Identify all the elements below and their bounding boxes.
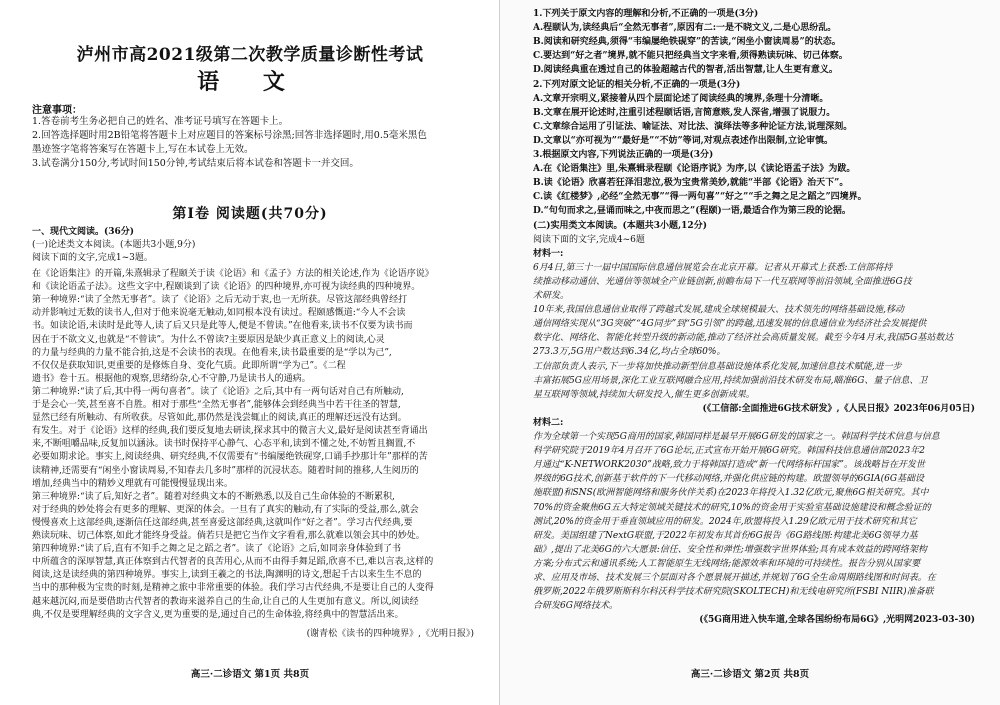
- right-footer: 高三·二诊语文 第2页 共8页: [690, 669, 810, 680]
- content-line: 2.下列对原文论证的相关分析,不正确的一项是(3分): [533, 79, 741, 90]
- article-line: 在《论语集注》的开篇,朱熹辑录了程颐关于读《论语》和《孟子》方法的相关论述,作为《论语序说》: [32, 269, 434, 279]
- exam-title: 泸州市高2021级第二次教学质量诊断性考试: [76, 45, 424, 65]
- content-line: 测试,20%的资金用于垂直领域应用的研发。2024年,欧盟将投入1.29亿欧元用于技术研究和其它: [533, 516, 917, 527]
- article-line: 遗书》卷十五。根据他的观察,思绪纷杂,心不守静,乃是读书人的通病。: [32, 373, 311, 384]
- article-line: 不仅仅是获取知识,更重要的是修炼自身、变化气质。此即所谓“学为己”。《二程: [32, 360, 346, 371]
- article-line: 第四种境界:“读了后,直有不知手之舞之足之蹈之者”。读了《论语》之后,如同亲身体验到了书: [32, 544, 401, 555]
- content-line: 础》,提出了北美6G的六大愿景:信任、安全性和弹性;增强数字世界体验;具有成本效益的跨网络架构: [533, 544, 927, 555]
- content-line: 70%的资金聚焦6G五大特定领域关键技术的研究,10%的资金用于实验室基础设施建设和概念验证的: [533, 502, 931, 513]
- content-line: 求、应用及市场、技术发展三个层面对各个愿景展开描述,并规划了6G全生命周期路线图和时间表。在: [533, 573, 936, 583]
- content-line: 1.下列关于原文内容的理解和分析,不正确的一项是(3分): [533, 9, 759, 19]
- article-line: 必要如期求论。事实上,阅读经典、研究经典,不仅需要有“书编屡绝铁砚穿,口诵手抄那计年”那样的苦: [32, 452, 428, 463]
- article-line: 读精神,还需要有“闲坐小窗读周易,不知春去几多时”那样的沉浸状态。随着时间的推移,人生阅历的: [32, 465, 419, 476]
- instruction: 阅读下面的文字,完成1~3题。: [32, 253, 153, 263]
- content-line: A.程颐认为,读经典后“全然无事者”,原因有二:一是不晓文义,二是心思纷乱。: [533, 23, 837, 34]
- content-line: 6月4日,第三十一届中国国际信息通信展览会在北京开幕。记者从开幕式上获悉:工信部将持: [533, 262, 893, 273]
- right-page: [500, 0, 1000, 705]
- sub-heading: (一)论述类文本阅读。(本题共3小题,9分): [32, 240, 196, 250]
- left-citation: (谢青松《读书的四种境界》,《光明日报》): [306, 629, 474, 639]
- article-line: 来,不断咀嚼品味,反复加以涵泳。读书时保持平心静气、心态平和,读到不懂之处,不妨暂且搁置,不: [32, 439, 416, 450]
- article-line: 因在于不欲文义,也就是“不曾读”。为什么不曾读?主要原因是缺少真正意义上的阅读,心灵: [32, 334, 385, 345]
- section-title: 第Ⅰ卷 阅读题(共70分): [172, 206, 328, 222]
- article-line: 慢慢喜欢上这部经典,逐渐信任这部经典,甚至喜爱这部经典,这就叫作“好之者”。学习古代经典,要: [32, 517, 413, 528]
- source-citation: (《5G商用进入快车道,全球各国纷纷布局6G》,光明网2023-03-30): [699, 615, 975, 626]
- content-line: 通信网络实现从“3G突破”“4G同步”到“5G引领”的跨越,迅速发展的信息通信业为经济社会发展提供: [533, 319, 927, 330]
- content-line: 3.根据原文内容,下列说法正确的一项是(3分): [533, 150, 714, 160]
- content-line: 续推动移动通信、光通信等领域全产业链创新,前瞻布局下一代互联网等前沿领域,全面推进6G技: [533, 276, 912, 287]
- subject-title: 语 文: [197, 69, 303, 95]
- article-line: 第一种境界:“读了全然无事者”。读了《论语》之后无动于衷,也一无所获。尽管这部经典曾经打: [32, 295, 408, 306]
- article-line: 第二种境界:“读了后,其中得一两句喜者”。读了《论语》之后,其中有一两句话对自己有所触动,: [32, 386, 404, 397]
- content-line: 丰富拓展5G应用场景,深化工业互联网融合应用,持续加强前沿技术研发布局,瞄准6G、量子信息、卫: [533, 375, 928, 386]
- content-line: 研发。美国组建了NextG联盟,于2022年初发布其首份6G报告《6G路线图:构建北美6G领导力基: [533, 530, 918, 541]
- article-line: 当中的那种极为宝贵的时刻,是精神之旅中非常重要的体验。我们学习古代经典,不是要让自己的人变得: [32, 583, 434, 594]
- article-line: 的力量与经典的力量不能合拍,这是不会读书的表现。在他看来,读书最重要的是“学以为己”,: [32, 347, 392, 358]
- content-line: 界级的6G技术,创新基于软件的下一代移动网络,并强化供应链的构建。欧盟领导的6GIA(6G基础设: [533, 474, 925, 485]
- left-footer: 高三·二诊语文 第1页 共8页: [190, 669, 310, 680]
- content-line: D.阅读经典重在透过自己的体验超越古代的智者,活出智慧,让人生更有意义。: [533, 65, 838, 76]
- content-line: 方案;分布式云和通讯系统;人工智能原生无线网络;能源效率和环境的可持续性。报告分别从国家要: [533, 558, 921, 569]
- content-line: 数字化、网络化、智能化转型升级的新动能,推动了经济社会高质量发展。截至今年4月末,我国5G基站数达: [533, 333, 954, 344]
- article-line: 越来越沉闷,而是要借助古代智者的教诲来滋养自己的生命,让自己的人生更加有意义。所以,阅读经: [32, 596, 419, 607]
- part-heading: 一、现代文阅读。(36分): [32, 227, 135, 237]
- article-line: 增加,经典当中的精妙义理就有可能慢慢显现出来。: [32, 478, 233, 489]
- content-line: C.读《红楼梦》,必经“全然无事”“得一两句喜”“好之”“手之舞之足之蹈之”四境界。: [533, 192, 867, 203]
- content-line: B.读《论语》欣喜若狂泽泪悲泣,极为宝贵常美妙,就能“半部《论语》治天下”。: [533, 178, 849, 189]
- content-line: D.“句句而求之,昼诵而味之,中夜而思之”(程颐)一语,最适合作为第三段的论据。: [533, 206, 851, 217]
- content-line: 星互联网等领域,持续加大研发投入,催生更多创新成果。: [533, 389, 755, 400]
- notice-line: 1.答卷前考生务必把自己的姓名、准考证号填写在答题卡上。: [32, 116, 289, 127]
- article-line: 阅读,这是读经典的第四种境界。事实上,读到王羲之的书法,陶渊明的诗文,想起千古以来生生不息的: [32, 570, 422, 581]
- article-line: 动并影响过无数的读书人,但对于他来说毫无触动,如同根本没有读过。程颐感慨道:“今人不会读: [32, 308, 406, 319]
- content-line: B.阅读和研究经典,须得“韦编屡绝铁砚穿”的苦读,“闲坐小窗读周易”的状态。: [533, 37, 841, 48]
- content-line: 作为全球第一个实现5G商用的国家,韩国同样是最早开展6G研发的国家之一。韩国科学技术信息与信息: [533, 432, 940, 442]
- content-line: 273.3万,5G用户数达到6.34亿,均占全球60%。: [533, 347, 726, 358]
- content-line: 合研发6G网络技术。: [533, 601, 618, 612]
- article-line: 于是会心一笑,甚至喜不自胜。相对于那些“全然无事者”,能够体会到经典当中若干往圣的智慧,: [32, 400, 401, 410]
- article-line: 有发生。对于《论语》这样的经典,我们要反复地去研读,探求其中的微言大义,最好是阅读甚至背诵出: [32, 426, 428, 437]
- notice-line: 墨迹签字笔将答案写在答题卡上,写在本试卷上无效。: [32, 144, 254, 155]
- notice-line: 3.试卷满分150分,考试时间150分钟,考试结束后将本试卷和答题卡一并交回。: [32, 158, 359, 169]
- content-line: B.文章在展开论述时,注重引述程颐话语,言简意赅,发人深省,增强了说服力。: [533, 107, 836, 118]
- article-line: 熟读玩味、切己体察,如此才能终身受益。倘若只是把它当作文字看看,那么就难以领会其中的妙处。: [32, 531, 425, 541]
- content-line: 10年来,我国信息通信业取得了跨越式发展,建成全球规模最大、技术领先的网络基础设施,移动: [533, 305, 905, 316]
- article-line: 第三种境界:“读了后,知好之者”。随着对经典文本的不断熟悉,以及自己生命体验的不断累积,: [32, 491, 395, 502]
- article-line: 书。如读论语,未读时是此等人,读了后又只是此等人,便是不曾读。”在他看来,读书不仅要为读书而: [32, 321, 413, 332]
- notice-line: 2.回答选择题时用2B铅笔将答题卡上对应题目的答案标号涂黑;回答非选择题时,用0.5毫米黑色: [32, 130, 427, 141]
- article-line: 典,不仅是要理解经典的文字含义,更为重要的是,通过自己的生命体验,将经典中的智慧活出来。: [32, 609, 404, 620]
- content-line: 施联盟)和SNS(欧洲智能网络和服务伙伴关系)在2023年将投入1.32亿欧元,聚焦6G相关研究。其中: [533, 488, 929, 499]
- content-line: C.文章综合运用了引证法、喻证法、对比法、演绎法等多种论证方法,说理深刻。: [533, 121, 853, 132]
- source-citation: (《工信部:全面推进6G技术研发》,《人民日报》2023年06月05日): [702, 403, 975, 414]
- content-line: 俄罗斯,2022年俄罗斯斯科尔科沃科学技术研究院(SKOLTECH)和无线电研究所(FSBI NIIR)准备联: [533, 587, 934, 598]
- content-line: C.要达到“好之者”境界,就不能只把经典当文字来看,须得熟读玩味、切己体察。: [533, 51, 848, 62]
- content-line: A.在《论语集注》里,朱熹辑录程颐《论语序说》为序,以《读论语孟子法》为跋。: [533, 164, 856, 175]
- content-line: 材料二:: [533, 417, 564, 428]
- content-line: 科学研究院于2019年4月召开了6G论坛,正式宣布开始开展6G研究。韩国科技信息通信部2023年2: [533, 446, 925, 457]
- article-line: 对于经典的妙处将会有更多的理解、更深的体会。一旦有了真实的触动,有了实际的受益,那么,就会: [32, 504, 419, 515]
- content-line: 月通过“K-NETWORK2030”战略,致力于将韩国打造成“新一代网络标杆国家”。该战略旨在开发世: [533, 460, 925, 471]
- content-line: 工信部负责人表示,下一步将加快推动新型信息基础设施体系化发展,加速信息技术赋能,进一步: [533, 361, 902, 372]
- content-line: 材料一:: [533, 248, 564, 259]
- article-line: 中所蕴含的深厚智慧,真正体察到古代智者的良苦用心,从而不由得手舞足蹈,欣喜不已,难以言表,这样的: [32, 557, 434, 568]
- content-line: D.文章以“亦可视为”“最好是”“不妨”等词,对观点表述作出限制,立论审慎。: [533, 135, 833, 146]
- article-line: 显然已经有所触动、有所收获。尽管如此,那仍然是浅尝辄止的阅读,真正的理解还远没有达到。: [32, 413, 407, 424]
- notice-heading: 注意事项：: [32, 105, 82, 116]
- article-line: 和《读论语孟子法》。这些文字中,程颐谈到了读《论语》的四种境界,亦可视为读经典的四种境界。: [32, 282, 421, 293]
- content-line: 术研发。: [533, 291, 570, 301]
- content-line: (二)实用类文本阅读。(本题共3小题,12分): [533, 220, 707, 231]
- content-line: 阅读下面的文字,完成4~6题: [533, 234, 645, 245]
- content-line: A.文章开宗明义,紧接着从四个层面论述了阅读经典的境界,条理十分清晰。: [533, 93, 829, 104]
